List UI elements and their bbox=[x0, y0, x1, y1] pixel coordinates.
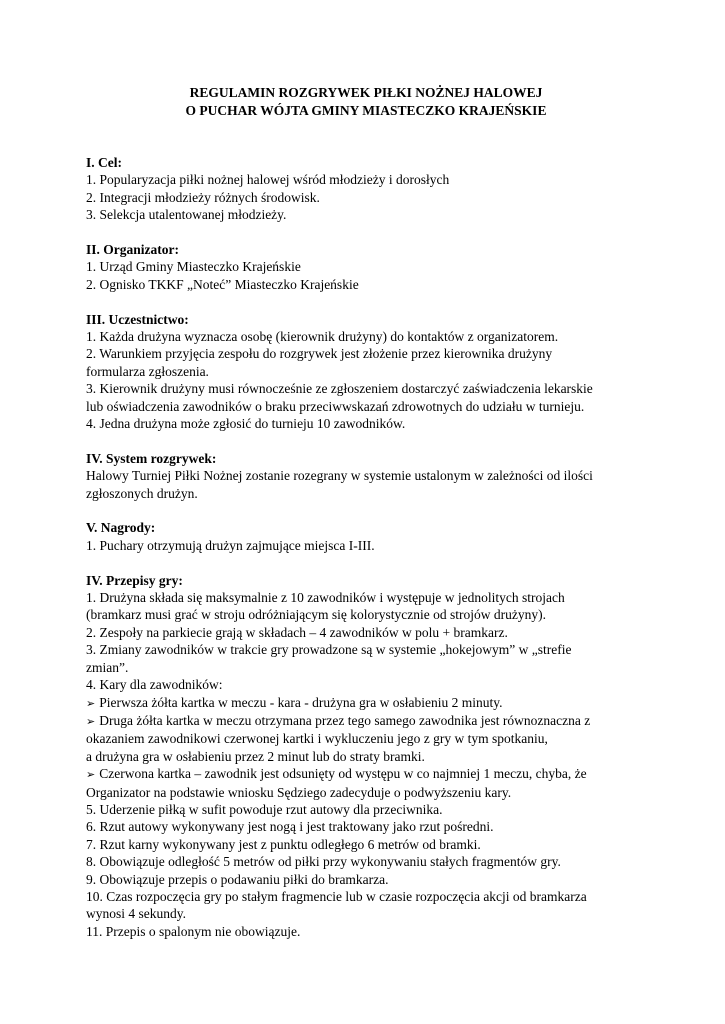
text-line: Halowy Turniej Piłki Nożnej zostanie rozegrany w systemie ustalonym w zależności od ilości bbox=[86, 468, 593, 484]
text-line: 3. Selekcja utalentowanej młodzieży. bbox=[86, 207, 287, 223]
section-uczestnictwo bbox=[86, 311, 646, 433]
title-line-1: REGULAMIN ROZGRYWEK PIŁKI NOŻNEJ HALOWEJ bbox=[189, 85, 543, 100]
bullet-item bbox=[86, 712, 646, 730]
text-line: 4. Jedna drużyna może zgłosić do turnieju 10 zawodników. bbox=[86, 416, 406, 432]
text-line: (bramkarz musi grać w stroju odróżniającym się kolorystycznie od strojów drużyny). bbox=[86, 607, 546, 623]
text-line: 2. Integracji młodzieży różnych środowisk. bbox=[86, 189, 320, 205]
section-heading: IV. Przepisy gry: bbox=[86, 572, 183, 588]
text-line: wynosi 4 sekundy. bbox=[86, 906, 186, 922]
text-line: okazaniem zawodnikowi czerwonej kartki i wykluczeniu jego z gry w tym spotkaniu, bbox=[86, 731, 548, 747]
text-line: 2. Zespoły na parkiecie grają w składach – 4 zawodników w polu + bramkarz. bbox=[86, 624, 508, 640]
section-heading: III. Uczestnictwo: bbox=[86, 311, 189, 327]
text-line: a drużyna gra w osłabieniu przez 2 minut lub do straty bramki. bbox=[86, 748, 425, 764]
text-line: 6. Rzut autowy wykonywany jest nogą i jest traktowany jako rzut pośredni. bbox=[86, 819, 494, 835]
bullet-item bbox=[86, 765, 646, 783]
section-heading: I. Cel: bbox=[86, 155, 122, 170]
section-system bbox=[86, 450, 646, 502]
bullet-item bbox=[86, 694, 646, 712]
section-heading: IV. System rozgrywek: bbox=[86, 450, 217, 466]
text-line: 11. Przepis o spalonym nie obowiązuje. bbox=[86, 923, 301, 939]
bullet-text: Czerwona kartka – zawodnik jest odsunięty od występu w co najmniej 1 meczu, chyba, że bbox=[99, 766, 587, 782]
text-line: 2. Ognisko TKKF „Noteć” Miasteczko Krajeńskie bbox=[86, 276, 359, 292]
section-cel bbox=[86, 154, 646, 224]
arrow-bullet-icon: ➢ bbox=[86, 696, 96, 710]
text-line: 3. Zmiany zawodników w trakcie gry prowadzone są w systemie „hokejowym” w „strefie bbox=[86, 642, 572, 658]
bullet-text: Pierwsza żółta kartka w meczu - kara - drużyna gra w osłabieniu 2 minuty. bbox=[99, 694, 503, 710]
text-line: 1. Puchary otrzymują drużyn zajmujące miejsca I-III. bbox=[86, 537, 375, 553]
section-heading: V. Nagrody: bbox=[86, 520, 156, 536]
text-line: 8. Obowiązuje odległość 5 metrów od piłki przy wykonywaniu stałych fragmentów gry. bbox=[86, 854, 561, 870]
document-title bbox=[86, 84, 646, 120]
text-line: 1. Drużyna składa się maksymalnie z 10 zawodników i występuje w jednolitych strojach bbox=[86, 590, 565, 606]
text-line: 5. Uderzenie piłką w sufit powoduje rzut autowy dla przeciwnika. bbox=[86, 801, 443, 817]
bullet-text: Druga żółta kartka w meczu otrzymana przez tego samego zawodnika jest równoznaczna z bbox=[99, 712, 591, 728]
text-line: lub oświadczenia zawodników o braku przeciwwskazań zdrowotnych do udziału w turnieju. bbox=[86, 398, 585, 414]
text-line: 1. Popularyzacja piłki nożnej halowej wśród młodzieży i dorosłych bbox=[86, 172, 450, 188]
section-nagrody bbox=[86, 519, 646, 554]
text-line: zmian”. bbox=[86, 659, 129, 675]
text-line: 1. Urząd Gminy Miasteczko Krajeńskie bbox=[86, 259, 301, 275]
section-heading: II. Organizator: bbox=[86, 242, 179, 258]
text-line: zgłoszonych drużyn. bbox=[86, 485, 198, 501]
text-line: 7. Rzut karny wykonywany jest z punktu odległego 6 metrów od bramki. bbox=[86, 836, 481, 852]
text-line: 9. Obowiązuje przepis o podawaniu piłki do bramkarza. bbox=[86, 871, 389, 887]
text-line: 3. Kierownik drużyny musi równocześnie ze zgłoszeniem dostarczyć zaświadczenia lekarskie bbox=[86, 381, 593, 397]
text-line: 4. Kary dla zawodników: bbox=[86, 677, 223, 693]
document-page bbox=[86, 84, 646, 958]
title-line-2: O PUCHAR WÓJTA GMINY MIASTECZKO KRAJEŃSKIE bbox=[185, 103, 547, 118]
text-line: 2. Warunkiem przyjęcia zespołu do rozgrywek jest złożenie przez kierownika drużyny bbox=[86, 346, 553, 362]
text-line: formularza zgłoszenia. bbox=[86, 363, 209, 379]
text-line: 1. Każda drużyna wyznacza osobę (kierownik drużyny) do kontaktów z organizatorem. bbox=[86, 329, 559, 345]
text-line: 10. Czas rozpoczęcia gry po stałym fragmencie lub w czasie rozpoczęcia akcji od bramkarza bbox=[86, 888, 587, 904]
section-przepisy bbox=[86, 572, 646, 941]
arrow-bullet-icon: ➢ bbox=[86, 714, 96, 728]
section-organizator bbox=[86, 241, 646, 293]
arrow-bullet-icon: ➢ bbox=[86, 768, 96, 782]
text-line: Organizator na podstawie wniosku Sędziego zadecyduje o podwyższeniu kary. bbox=[86, 784, 512, 800]
